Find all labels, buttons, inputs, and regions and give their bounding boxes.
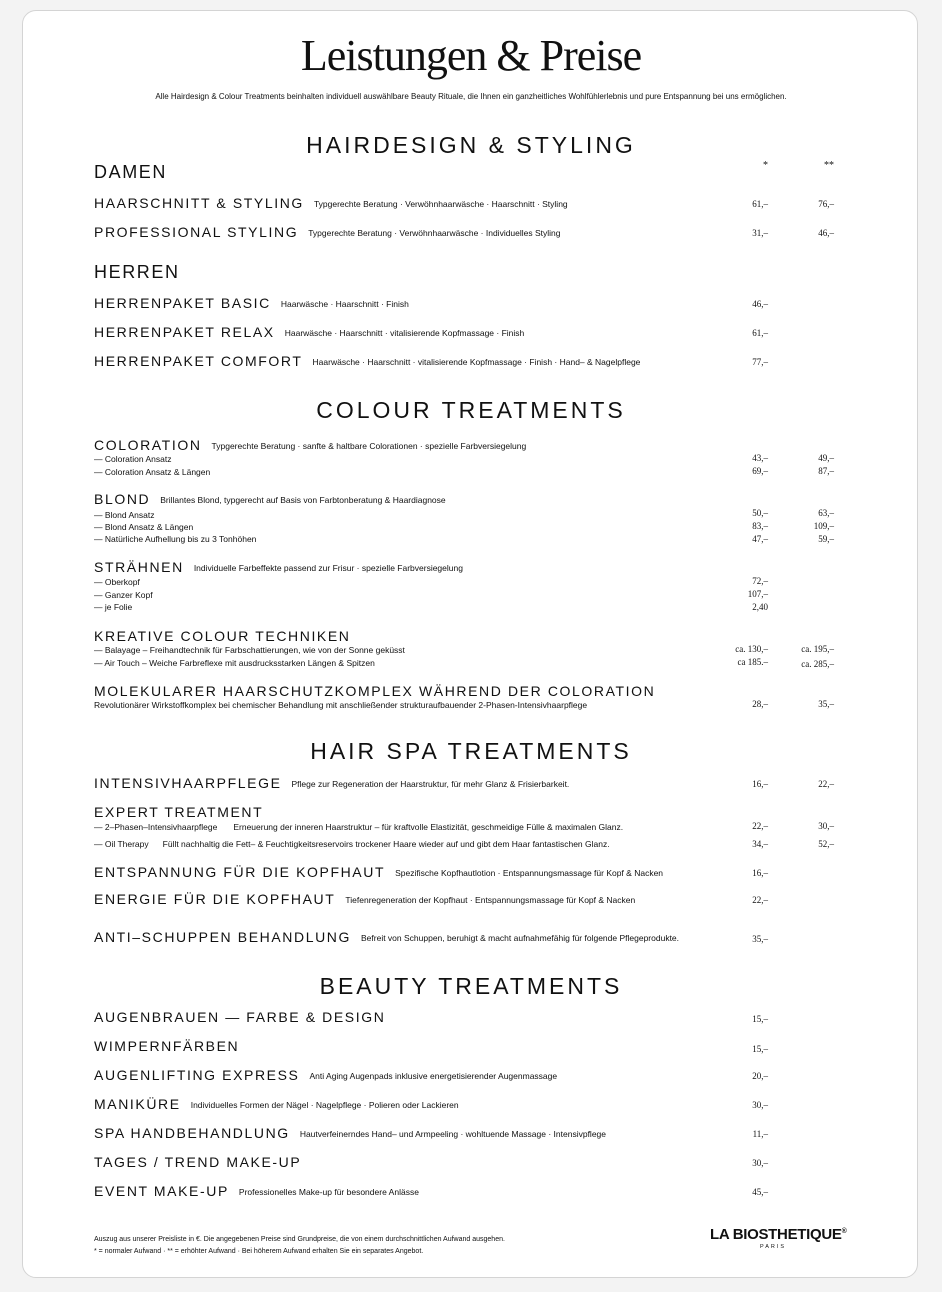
subheading-herren: HERREN	[94, 262, 180, 282]
price-elevated: 87,–	[818, 466, 834, 476]
sub-service-line: — Ganzer Kopf	[94, 590, 153, 600]
sub-service-line: — Balayage – Freihandtechnik für Farbschattierungen, wie von der Sonne geküsst	[94, 645, 405, 655]
footer-legend: * = normaler Aufwand · ** = erhöhter Aufwand · Bei höherem Aufwand erhalten Sie ein separates Angebot.	[94, 1248, 424, 1255]
price-normal: 45,–	[752, 1187, 768, 1197]
subheading-damen: DAMEN	[94, 162, 168, 182]
service-item: HERRENPAKET BASIC Haarwäsche · Haarschnitt · Finish	[94, 295, 409, 311]
price-normal: 31,–	[752, 228, 768, 238]
price-normal: ca 185.–	[737, 657, 768, 667]
sub-service-line: — Blond Ansatz & Längen	[94, 522, 194, 532]
sub-service-line: — Oil Therapy Füllt nachhaltig die Fett– & Feuchtigkeitsreservoirs trockener Haare wieder auf und gibt dem Haar fantastischen Glanz.	[94, 839, 610, 849]
footer-note: Auszug aus unserer Preisliste in €. Die angegebenen Preise sind Grundpreise, die von einem durchschnittlichen Aufwand ausgehen.	[94, 1236, 505, 1243]
price-normal: 35,–	[752, 934, 768, 944]
price-elevated: ca. 285,–	[801, 659, 834, 669]
service-item: COLORATION Typgerechte Beratung · sanfte & haltbare Colorationen · spezielle Farbversiegelung	[94, 437, 527, 453]
price-elevated: 52,–	[818, 839, 834, 849]
service-item: EVENT MAKE-UP Professionelles Make-up für besondere Anlässe	[94, 1183, 419, 1199]
service-item: MANIKÜRE Individuelles Formen der Nägel · Nagelpflege · Polieren oder Lackieren	[94, 1096, 459, 1112]
service-item: EXPERT TREATMENT	[94, 804, 264, 820]
column-normal-marker: *	[763, 160, 768, 171]
price-normal: 22,–	[752, 821, 768, 831]
price-normal: 22,–	[752, 895, 768, 905]
price-normal: 11,–	[752, 1129, 768, 1139]
service-item: BLOND Brillantes Blond, typgerecht auf Basis von Farbtonberatung & Haardiagnose	[94, 491, 446, 507]
price-normal: 34,–	[752, 839, 768, 849]
price-elevated: 59,–	[818, 534, 834, 544]
price-normal: 20,–	[752, 1071, 768, 1081]
price-normal: 50,–	[752, 508, 768, 518]
price-elevated: ca. 195,–	[801, 644, 834, 654]
price-normal: 16,–	[752, 779, 768, 789]
service-item: PROFESSIONAL STYLING Typgerechte Beratung · Verwöhnhaarwäsche · Individuelles Styling	[94, 224, 561, 240]
price-elevated: 49,–	[818, 453, 834, 463]
service-item: STRÄHNEN Individuelle Farbeffekte passend zur Frisur · spezielle Farbversiegelung	[94, 559, 463, 575]
column-elevated-marker: **	[824, 160, 834, 171]
price-normal: 69,–	[752, 466, 768, 476]
price-normal: 107,–	[747, 589, 768, 599]
service-item: TAGES / TREND MAKE-UP	[94, 1154, 302, 1170]
price-normal: 30,–	[752, 1100, 768, 1110]
service-item: INTENSIVHAARPFLEGE Pflege zur Regeneration der Haarstruktur, für mehr Glanz & Frisierbarkeit.	[94, 775, 570, 791]
price-normal: 30,–	[752, 1158, 768, 1168]
brand-logo: LA BIOSTHETIQUE®	[710, 1226, 847, 1243]
service-item: ENERGIE FÜR DIE KOPFHAUT Tiefenregeneration der Kopfhaut · Entspannungsmassage für Kopf & Nacken	[94, 891, 636, 907]
price-elevated: 22,–	[818, 779, 834, 789]
service-item: SPA HANDBEHANDLUNG Hautverfeinerndes Hand– und Armpeeling · wohltuende Massage · Intensivpflege	[94, 1125, 606, 1141]
section-heading-colour: COLOUR TREATMENTS	[316, 397, 626, 423]
price-normal: 43,–	[752, 453, 768, 463]
sub-service-line: — 2–Phasen–Intensivhaarpflege Erneuerung der inneren Haarstruktur – für kraftvolle Elastizität, geschmeidige Fülle & maximalen Glanz.	[94, 822, 624, 832]
section-heading-spa: HAIR SPA TREATMENTS	[310, 738, 632, 764]
price-normal: 61,–	[752, 199, 768, 209]
service-item: ENTSPANNUNG FÜR DIE KOPFHAUT Spezifische Kopfhautlotion · Entspannungsmassage für Kopf & Nacken	[94, 864, 664, 880]
price-normal: 15,–	[752, 1014, 768, 1024]
service-item: HAARSCHNITT & STYLING Typgerechte Beratung · Verwöhnhaarwäsche · Haarschnitt · Styling	[94, 195, 568, 211]
price-elevated: 76,–	[818, 199, 834, 209]
sub-service-line: — Oberkopf	[94, 577, 140, 587]
service-item: MOLEKULARER HAARSCHUTZKOMPLEX WÄHREND DER COLORATION	[94, 683, 656, 699]
service-item: HERRENPAKET RELAX Haarwäsche · Haarschnitt · vitalisierende Kopfmassage · Finish	[94, 324, 525, 340]
price-elevated: 30,–	[818, 821, 834, 831]
service-item: KREATIVE COLOUR TECHNIKEN	[94, 628, 351, 644]
price-normal: 47,–	[752, 534, 768, 544]
service-item: ANTI–SCHUPPEN BEHANDLUNG Befreit von Schuppen, beruhigt & macht aufnahmefähig für folgende Pflegeprodukte.	[94, 929, 680, 945]
sub-service-line: — Blond Ansatz	[94, 510, 155, 520]
price-normal: 72,–	[752, 576, 768, 586]
sub-service-line: — Natürliche Aufhellung bis zu 3 Tonhöhen	[94, 534, 257, 544]
price-normal: 61,–	[752, 328, 768, 338]
price-elevated: 109,–	[813, 521, 834, 531]
intro-text: Alle Hairdesign & Colour Treatments beinhalten individuell auswählbare Beauty Rituale, die Ihnen ein ganzheitliches Wohlfühlerlebnis und pure Entspannung bei uns ermöglichen.	[155, 92, 787, 101]
price-elevated: 63,–	[818, 508, 834, 518]
price-normal: 77,–	[752, 357, 768, 367]
service-item: AUGENLIFTING EXPRESS Anti Aging Augenpads inklusive energetisierender Augenmassage	[94, 1067, 558, 1083]
brand-subline: PARIS	[760, 1244, 787, 1250]
sub-service-line: — je Folie	[94, 602, 133, 612]
service-item: AUGENBRAUEN — FARBE & DESIGN	[94, 1009, 386, 1025]
price-normal: 2,40	[752, 602, 768, 612]
sub-service-line: — Air Touch – Weiche Farbreflexe mit ausdrucksstarken Längen & Spitzen	[94, 658, 375, 668]
price-normal: 16,–	[752, 868, 768, 878]
price-elevated: 35,–	[818, 699, 834, 709]
page-title: Leistungen & Preise	[300, 31, 642, 80]
price-normal: 83,–	[752, 521, 768, 531]
price-normal: 28,–	[752, 699, 768, 709]
price-normal: 46,–	[752, 299, 768, 309]
sub-service-line: — Coloration Ansatz & Längen	[94, 467, 211, 477]
sub-service-line: Revolutionärer Wirkstoffkomplex bei chemischer Behandlung mit anschließender strukturaufbauender 2-Phasen-Intensivhaarpflege	[94, 700, 588, 710]
price-elevated: 46,–	[818, 228, 834, 238]
service-item: WIMPERNFÄRBEN	[94, 1038, 240, 1054]
price-normal: ca. 130,–	[735, 644, 768, 654]
sub-service-line: — Coloration Ansatz	[94, 454, 172, 464]
price-normal: 15,–	[752, 1044, 768, 1054]
section-heading-hairdesign: HAIRDESIGN & STYLING	[306, 132, 636, 158]
service-item: HERRENPAKET COMFORT Haarwäsche · Haarschnitt · vitalisierende Kopfmassage · Finish · Hand– & Nagelpflege	[94, 353, 641, 369]
section-heading-beauty: BEAUTY TREATMENTS	[319, 973, 623, 999]
